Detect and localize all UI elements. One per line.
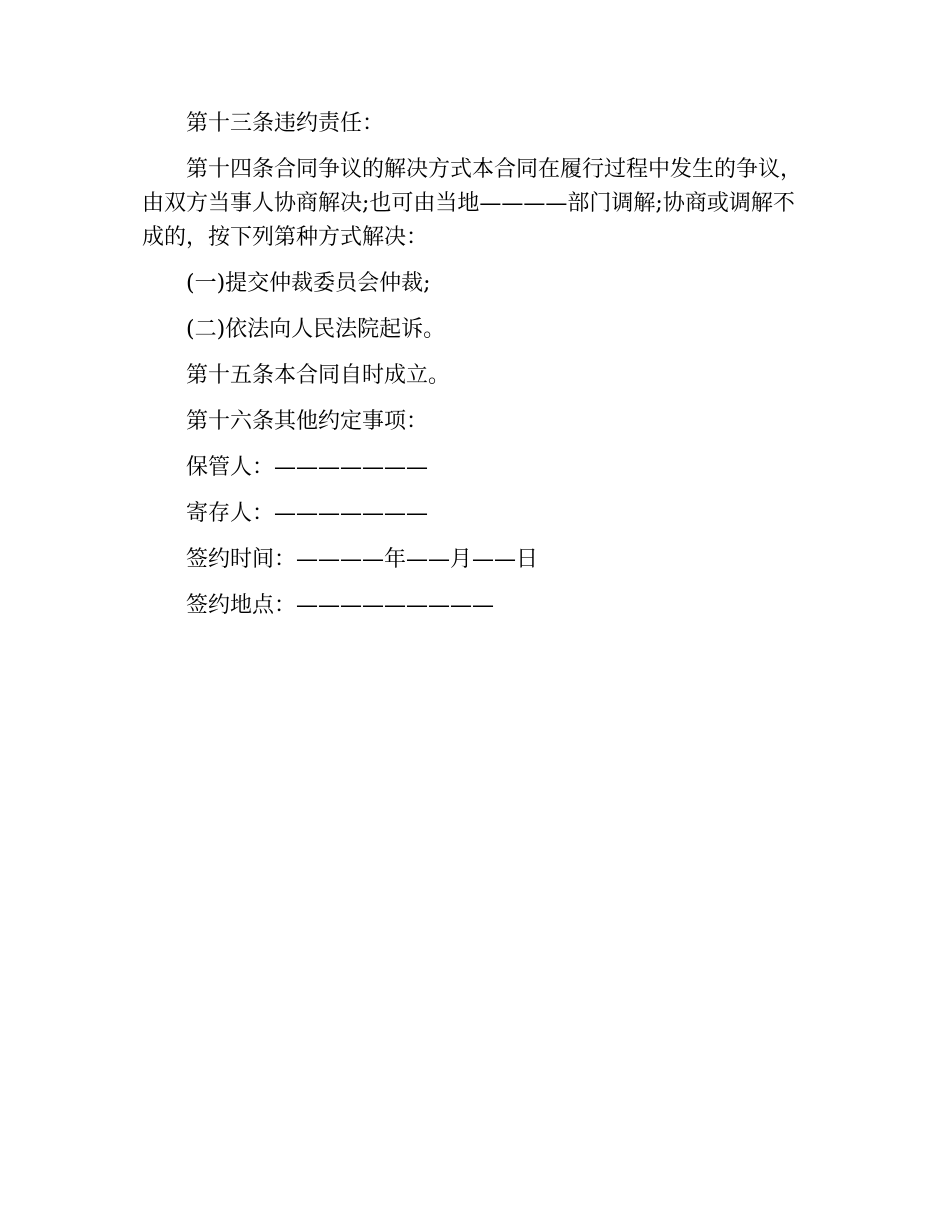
option-arbitration: (一)提交仲裁委员会仲裁; <box>186 271 431 296</box>
article-16-other-matters: 第十六条其他约定事项： <box>186 409 429 434</box>
article-13-breach-liability: 第十三条违约责任： <box>186 111 385 136</box>
signing-place-line: 签约地点：————————— <box>186 593 495 618</box>
article-15-contract-effective: 第十五条本合同自时成立。 <box>186 363 451 388</box>
signing-date-line: 签约时间：————年——月——日 <box>186 547 539 572</box>
custodian-signature-line: 保管人：——————— <box>186 455 429 480</box>
document-body <box>142 107 810 635</box>
option-court-litigation: (二)依法向人民法院起诉。 <box>186 317 446 342</box>
article-14-dispute-resolution: 第十四条合同争议的解决方式本合同在履行过程中发生的争议，由双方当事人协商解决;也可由当地————部门调解;协商或调解不成的，按下列第种方式解决： <box>142 157 803 250</box>
depositor-signature-line: 寄存人：——————— <box>186 501 429 526</box>
